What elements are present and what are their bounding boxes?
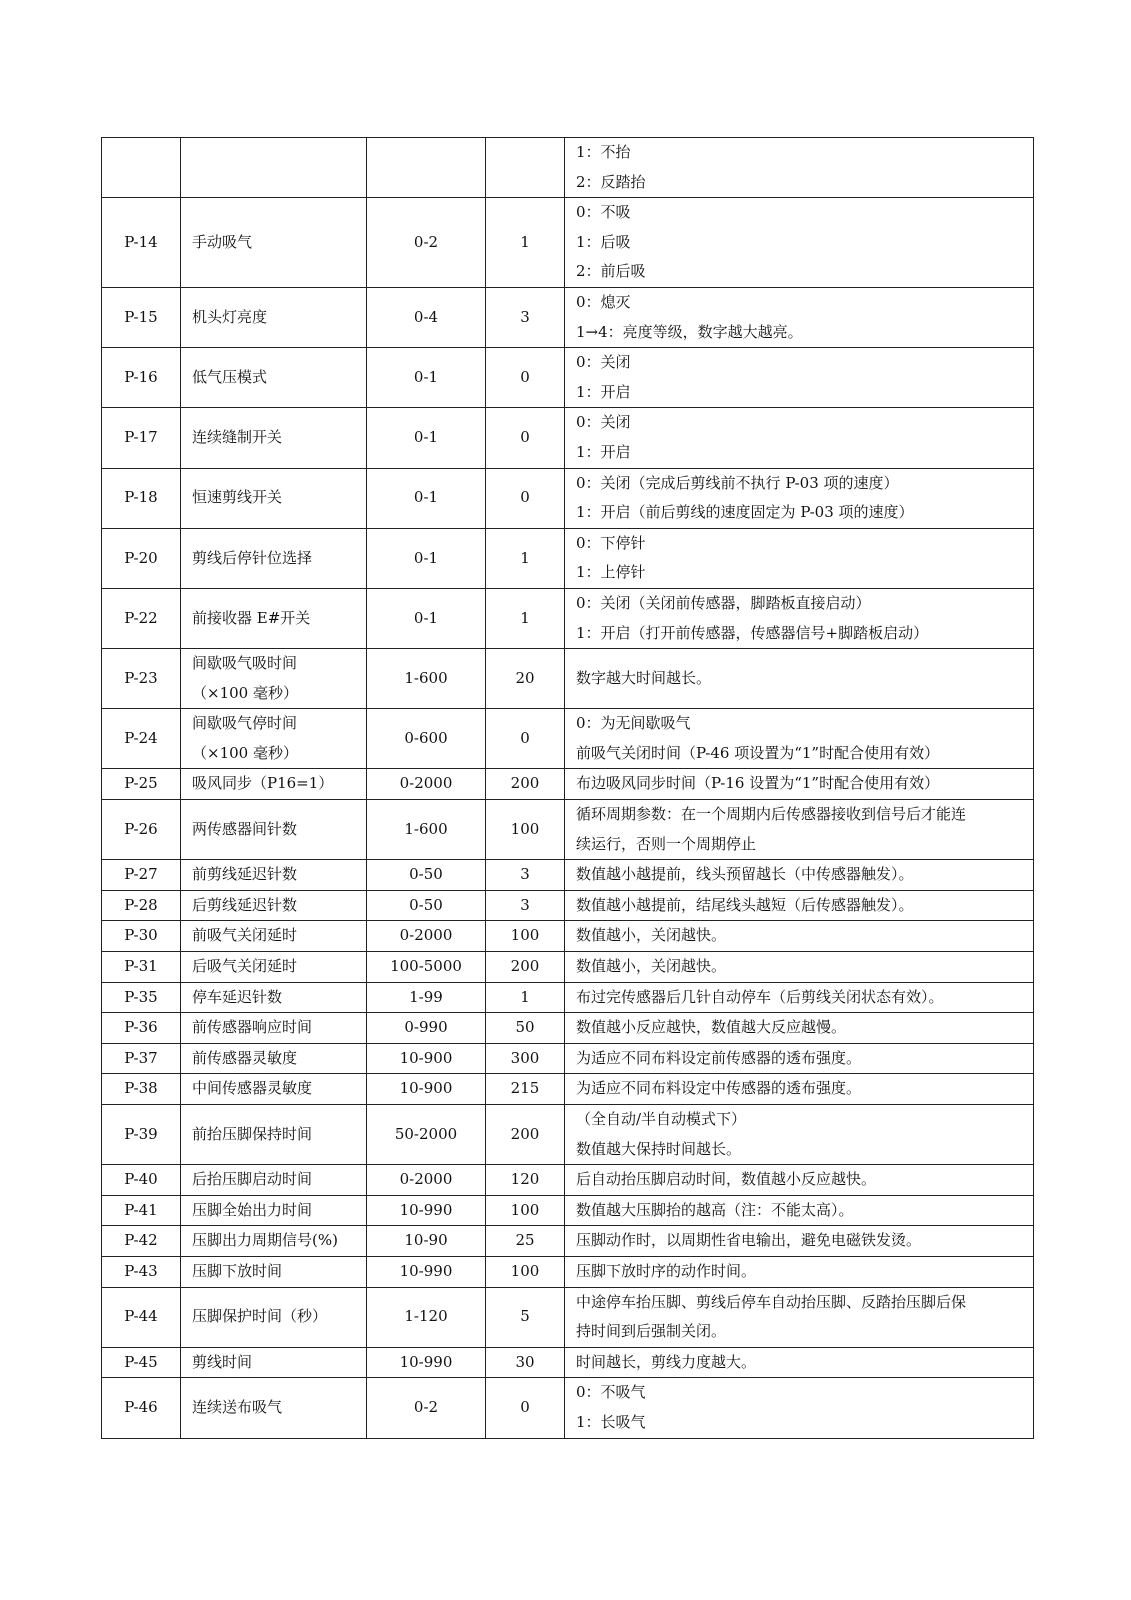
param-description-line: 1：开启（前后剪线的速度固定为 P-03 项的速度） (576, 503, 914, 522)
param-name (181, 800, 367, 860)
param-code: P-27 (102, 860, 181, 891)
param-description (565, 348, 1034, 408)
param-default: 200 (486, 952, 565, 983)
table-row (102, 952, 1034, 983)
param-default: 1 (486, 982, 565, 1013)
param-name-line: 中间传感器灵敏度 (192, 1079, 313, 1098)
param-name-line: 压脚出力周期信号(%) (192, 1231, 338, 1250)
param-code: P-36 (102, 1013, 181, 1044)
table-row (102, 860, 1034, 891)
param-description (565, 1287, 1034, 1347)
param-name-line: 后吸气关闭延时 (192, 957, 298, 976)
param-name (181, 1347, 367, 1378)
param-name-line: 后剪线延迟针数 (192, 895, 298, 914)
param-description-line: 数值越小反应越快，数值越大反应越慢。 (576, 1018, 847, 1037)
param-name (181, 1013, 367, 1044)
param-default: 100 (486, 1256, 565, 1287)
param-name (181, 709, 367, 769)
param-description (565, 1256, 1034, 1287)
param-range: 0-2000 (367, 1165, 486, 1196)
param-description (565, 769, 1034, 800)
table-row (102, 1165, 1034, 1196)
param-range: 10-990 (367, 1195, 486, 1226)
table-row (102, 1256, 1034, 1287)
param-range: 0-1 (367, 468, 486, 528)
parameter-table-body (102, 138, 1034, 1439)
param-default: 3 (486, 860, 565, 891)
param-code: P-22 (102, 588, 181, 648)
param-description (565, 890, 1034, 921)
param-name-line: 剪线时间 (192, 1352, 253, 1371)
param-description-line: 1→4：亮度等级，数字越大越亮。 (576, 322, 803, 341)
param-name (181, 408, 367, 468)
param-default: 1 (486, 588, 565, 648)
param-default: 300 (486, 1043, 565, 1074)
param-description-line: 数值越大压脚抬的越高（注：不能太高）。 (576, 1200, 854, 1219)
param-name-line: 手动吸气 (192, 232, 253, 251)
table-row (102, 468, 1034, 528)
param-name-line: 停车延迟针数 (192, 987, 283, 1006)
table-row (102, 588, 1034, 648)
param-code (102, 138, 181, 198)
param-range: 0-600 (367, 709, 486, 769)
param-description (565, 921, 1034, 952)
param-name-line: 压脚下放时间 (192, 1261, 283, 1280)
param-description-line: 数值越小，关闭越快。 (576, 957, 727, 976)
param-name-line: 前抬压脚保持时间 (192, 1124, 313, 1143)
param-description-line: 布边吸风同步时间（P-16 设置为“1”时配合使用有效） (576, 774, 940, 793)
param-description-line: （全自动/半自动模式下） (576, 1110, 747, 1128)
param-range: 0-1 (367, 348, 486, 408)
param-name (181, 528, 367, 588)
param-name-line: 前剪线延迟针数 (192, 865, 298, 884)
param-default: 200 (486, 769, 565, 800)
table-row (102, 649, 1034, 709)
param-code: P-31 (102, 952, 181, 983)
table-row (102, 1105, 1034, 1165)
param-description-line: 0：关闭（完成后剪线前不执行 P-03 项的速度） (576, 473, 899, 492)
param-name (181, 468, 367, 528)
param-code: P-35 (102, 982, 181, 1013)
param-range: 50-2000 (367, 1105, 486, 1165)
param-code: P-24 (102, 709, 181, 769)
param-default: 0 (486, 1378, 565, 1438)
param-description (565, 588, 1034, 648)
param-default: 100 (486, 921, 565, 952)
param-range (367, 138, 486, 198)
param-description-line: 1：开启 (576, 442, 631, 461)
param-description-line: 0：为无间歇吸气 (576, 714, 691, 733)
param-name-line: 连续送布吸气 (192, 1398, 283, 1417)
param-description-line: 0：下停针 (576, 533, 646, 552)
param-name-line: 机头灯亮度 (192, 307, 268, 326)
param-default: 215 (486, 1074, 565, 1105)
param-default: 100 (486, 800, 565, 860)
param-description (565, 287, 1034, 347)
param-name-line: 吸风同步（P16=1） (192, 774, 334, 793)
param-name (181, 1165, 367, 1196)
param-description (565, 1226, 1034, 1257)
param-description (565, 1013, 1034, 1044)
param-description (565, 1165, 1034, 1196)
param-description-line: 中途停车抬压脚、剪线后停车自动抬压脚、反踏抬压脚后保 (576, 1292, 967, 1311)
table-row (102, 348, 1034, 408)
param-name (181, 198, 367, 288)
param-range: 0-2000 (367, 921, 486, 952)
param-description-line: 时间越长，剪线力度越大。 (576, 1352, 757, 1371)
table-row (102, 408, 1034, 468)
param-name (181, 860, 367, 891)
param-code: P-18 (102, 468, 181, 528)
param-range: 0-4 (367, 287, 486, 347)
param-range: 100-5000 (367, 952, 486, 983)
param-range: 1-120 (367, 1287, 486, 1347)
param-code: P-37 (102, 1043, 181, 1074)
param-name (181, 649, 367, 709)
param-code: P-43 (102, 1256, 181, 1287)
param-description-line: 数字越大时间越长。 (576, 668, 712, 687)
param-description (565, 408, 1034, 468)
table-row (102, 1195, 1034, 1226)
param-name-line: 低气压模式 (192, 367, 268, 386)
param-description (565, 800, 1034, 860)
param-default: 3 (486, 287, 565, 347)
param-name-line: 两传感器间针数 (192, 819, 298, 838)
param-name (181, 138, 367, 198)
param-description-line: 0：不吸 (576, 203, 631, 222)
param-range: 10-990 (367, 1347, 486, 1378)
table-row (102, 982, 1034, 1013)
param-name-line: （×100 毫秒） (192, 683, 298, 702)
param-code: P-42 (102, 1226, 181, 1257)
param-default: 20 (486, 649, 565, 709)
param-name (181, 921, 367, 952)
table-row (102, 709, 1034, 769)
param-description-line: 数值越大保持时间越长。 (576, 1139, 742, 1158)
param-code: P-38 (102, 1074, 181, 1105)
param-name-line: 前传感器灵敏度 (192, 1048, 298, 1067)
param-description-line: 0：关闭（关闭前传感器，脚踏板直接启动） (576, 593, 871, 612)
param-name (181, 1378, 367, 1438)
param-default: 1 (486, 198, 565, 288)
param-name (181, 1195, 367, 1226)
param-name-line: 连续缝制开关 (192, 428, 283, 447)
param-description-line: 布过完传感器后几针自动停车（后剪线关闭状态有效）。 (576, 987, 944, 1006)
param-default: 0 (486, 348, 565, 408)
param-description-line: 持时间到后强制关闭。 (576, 1322, 727, 1341)
param-code: P-44 (102, 1287, 181, 1347)
parameter-table (101, 137, 1034, 1439)
param-default: 0 (486, 709, 565, 769)
param-code: P-20 (102, 528, 181, 588)
param-code: P-17 (102, 408, 181, 468)
param-description (565, 982, 1034, 1013)
param-name (181, 1105, 367, 1165)
param-range: 1-600 (367, 800, 486, 860)
param-range: 0-1 (367, 588, 486, 648)
param-range: 10-990 (367, 1256, 486, 1287)
param-name (181, 982, 367, 1013)
param-description-line: 前吸气关闭时间（P-46 项设置为“1”时配合使用有效） (576, 743, 940, 762)
table-row (102, 287, 1034, 347)
table-row (102, 528, 1034, 588)
param-description-line: 1：后吸 (576, 232, 631, 251)
param-name (181, 1043, 367, 1074)
param-description (565, 1105, 1034, 1165)
param-default: 5 (486, 1287, 565, 1347)
param-default: 30 (486, 1347, 565, 1378)
param-description (565, 1378, 1034, 1438)
param-description-line: 数值越小，关闭越快。 (576, 926, 727, 945)
param-code: P-14 (102, 198, 181, 288)
param-name-line: 前吸气关闭延时 (192, 926, 298, 945)
param-description (565, 1074, 1034, 1105)
param-default: 3 (486, 890, 565, 921)
param-default: 25 (486, 1226, 565, 1257)
param-description-line: 为适应不同布料设定前传感器的透布强度。 (576, 1048, 862, 1067)
param-code: P-46 (102, 1378, 181, 1438)
param-description (565, 952, 1034, 983)
param-name-line: 压脚保护时间（秒） (192, 1307, 328, 1326)
param-code: P-16 (102, 348, 181, 408)
param-description (565, 138, 1034, 198)
param-description-line: 数值越小越提前，结尾线头越短（后传感器触发）。 (576, 895, 914, 914)
param-name-line: 间歇吸气停时间 (192, 714, 298, 733)
table-row (102, 138, 1034, 198)
param-code: P-25 (102, 769, 181, 800)
param-name-line: 前接收器 E#开关 (192, 608, 311, 627)
param-description (565, 709, 1034, 769)
table-row (102, 1013, 1034, 1044)
param-description-line: 循环周期参数：在一个周期内后传感器接收到信号后才能连 (576, 805, 967, 824)
table-row (102, 1347, 1034, 1378)
param-default: 100 (486, 1195, 565, 1226)
param-name-line: 恒速剪线开关 (192, 488, 283, 507)
param-name (181, 1074, 367, 1105)
param-range: 0-2 (367, 198, 486, 288)
table-row (102, 1287, 1034, 1347)
param-range: 1-600 (367, 649, 486, 709)
param-range: 0-990 (367, 1013, 486, 1044)
param-default: 50 (486, 1013, 565, 1044)
param-name-line: （×100 毫秒） (192, 743, 298, 762)
param-description-line: 0：关闭 (576, 353, 631, 372)
param-code: P-26 (102, 800, 181, 860)
param-description-line: 压脚下放时序的动作时间。 (576, 1261, 757, 1280)
param-description (565, 198, 1034, 288)
param-name-line: 后抬压脚启动时间 (192, 1170, 313, 1189)
param-name-line: 间歇吸气吸时间 (192, 654, 298, 673)
param-code: P-23 (102, 649, 181, 709)
param-range: 0-1 (367, 528, 486, 588)
param-name (181, 1287, 367, 1347)
param-default: 1 (486, 528, 565, 588)
table-row (102, 769, 1034, 800)
param-range: 0-1 (367, 408, 486, 468)
param-default: 0 (486, 468, 565, 528)
table-row (102, 1378, 1034, 1438)
param-range: 0-50 (367, 860, 486, 891)
param-description-line: 后自动抬压脚启动时间，数值越小反应越快。 (576, 1170, 877, 1189)
param-name (181, 890, 367, 921)
param-description-line: 0：熄灭 (576, 292, 631, 311)
param-description (565, 860, 1034, 891)
param-name (181, 287, 367, 347)
param-code: P-15 (102, 287, 181, 347)
param-default: 200 (486, 1105, 565, 1165)
param-description (565, 1043, 1034, 1074)
param-name-line: 压脚全始出力时间 (192, 1200, 313, 1219)
param-description-line: 续运行，否则一个周期停止 (576, 834, 757, 853)
param-description-line: 1：长吸气 (576, 1412, 646, 1431)
param-range: 10-900 (367, 1074, 486, 1105)
param-name (181, 588, 367, 648)
param-code: P-39 (102, 1105, 181, 1165)
param-description (565, 468, 1034, 528)
param-name (181, 1256, 367, 1287)
table-row (102, 1226, 1034, 1257)
param-range: 10-90 (367, 1226, 486, 1257)
param-code: P-45 (102, 1347, 181, 1378)
param-description-line: 2：前后吸 (576, 262, 646, 281)
param-description-line: 1：上停针 (576, 563, 646, 582)
table-row (102, 1074, 1034, 1105)
param-range: 0-50 (367, 890, 486, 921)
param-description-line: 为适应不同布料设定中传感器的透布强度。 (576, 1079, 862, 1098)
param-description-line: 0：关闭 (576, 413, 631, 432)
param-description-line: 1：开启（打开前传感器，传感器信号+脚踏板启动） (576, 623, 929, 642)
param-name-line: 剪线后停针位选择 (192, 548, 313, 567)
param-range: 1-99 (367, 982, 486, 1013)
param-default: 0 (486, 408, 565, 468)
table-row (102, 890, 1034, 921)
param-name-line: 前传感器响应时间 (192, 1018, 313, 1037)
param-description-line: 压脚动作时，以周期性省电输出，避免电磁铁发烫。 (576, 1231, 922, 1250)
param-default (486, 138, 565, 198)
param-description (565, 649, 1034, 709)
param-code: P-41 (102, 1195, 181, 1226)
table-row (102, 921, 1034, 952)
param-code: P-28 (102, 890, 181, 921)
param-range: 10-900 (367, 1043, 486, 1074)
table-row (102, 198, 1034, 288)
param-description (565, 1195, 1034, 1226)
param-name (181, 348, 367, 408)
param-description (565, 1347, 1034, 1378)
table-row (102, 1043, 1034, 1074)
param-default: 120 (486, 1165, 565, 1196)
param-description-line: 2：反踏抬 (576, 172, 646, 191)
param-description (565, 528, 1034, 588)
param-range: 0-2 (367, 1378, 486, 1438)
param-name (181, 952, 367, 983)
param-name (181, 1226, 367, 1257)
param-name (181, 769, 367, 800)
param-code: P-30 (102, 921, 181, 952)
table-row (102, 800, 1034, 860)
param-description-line: 数值越小越提前，线头预留越长（中传感器触发）。 (576, 865, 914, 884)
param-code: P-40 (102, 1165, 181, 1196)
param-description-line: 1：不抬 (576, 143, 631, 161)
param-description-line: 1：开启 (576, 382, 631, 401)
param-description-line: 0：不吸气 (576, 1383, 646, 1402)
param-range: 0-2000 (367, 769, 486, 800)
